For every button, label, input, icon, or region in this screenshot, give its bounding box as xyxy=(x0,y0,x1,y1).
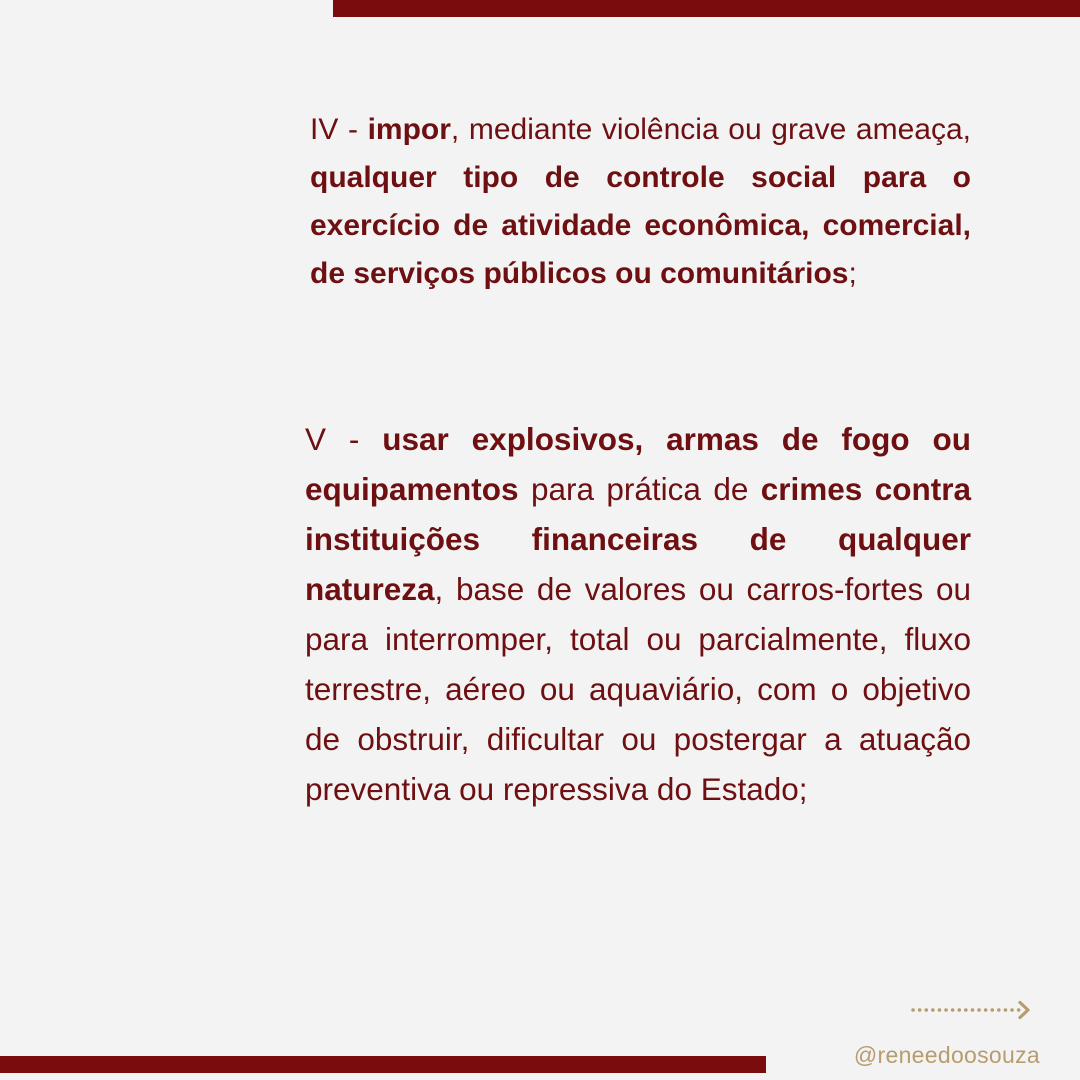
item-v-bold-2: crimes contra instituições financeiras de qualquer natureza xyxy=(305,471,971,607)
paragraph-item-iv xyxy=(310,106,971,298)
item-v-text-2: , base de valores ou carros-fortes ou para interromper, total ou parcialmente, fluxo terrestre, aéreo ou aquaviário, com o objetivo de obstruir, dificultar ou postergar a atuação preventiva ou repressiva do Estado; xyxy=(305,571,971,807)
bottom-accent-bar xyxy=(0,1056,766,1073)
dotted-arrow-right-icon[interactable] xyxy=(910,998,1034,1022)
top-accent-bar xyxy=(333,0,1080,17)
author-handle: @reneedoosouza xyxy=(853,1042,1040,1068)
item-iv-bold-2: qualquer tipo de controle social para o exercício de atividade econômica, comercial, de serviços públicos ou comunitários xyxy=(310,161,971,290)
paragraph-item-v xyxy=(305,414,971,814)
item-v-text-1: para prática de xyxy=(518,471,761,507)
item-iv-bold-1: impor xyxy=(367,113,451,146)
item-iv-prefix: IV - xyxy=(310,113,368,146)
item-iv-text-1: , mediante violência ou grave ameaça, xyxy=(450,113,971,146)
item-v-prefix: V - xyxy=(305,421,383,457)
item-v-bold-1: usar explosivos, armas de fogo ou equipamentos xyxy=(305,421,971,507)
item-iv-text-2: ; xyxy=(848,257,857,290)
